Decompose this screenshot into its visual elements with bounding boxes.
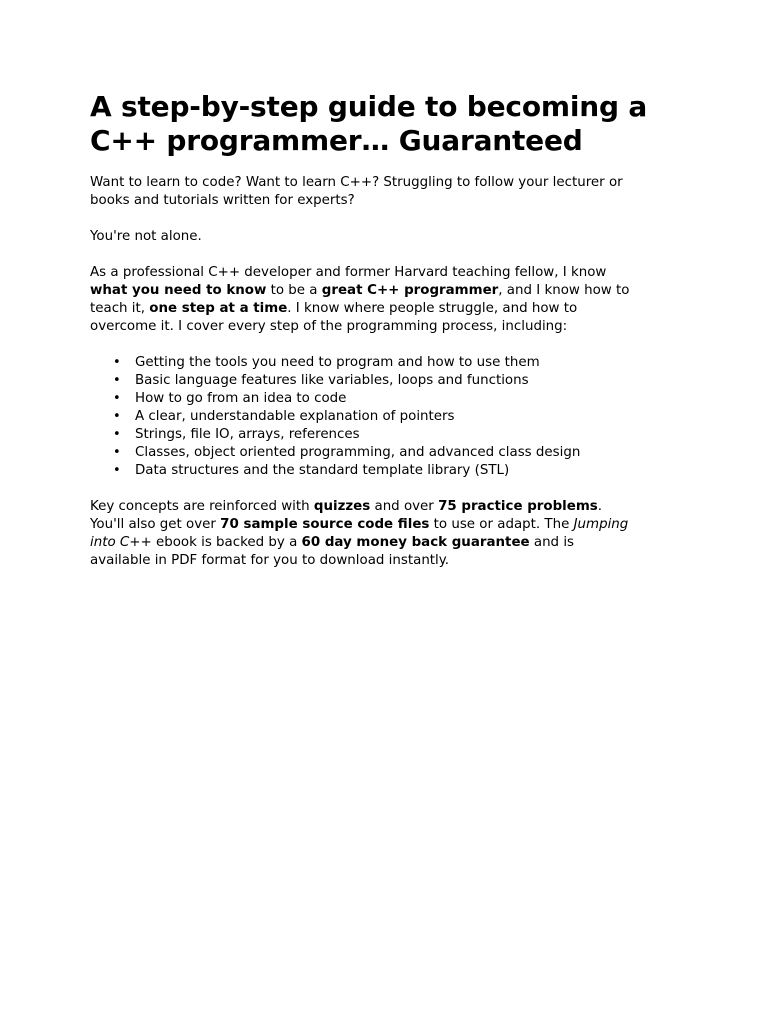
key-concepts-paragraph bbox=[90, 498, 688, 570]
key-bold-guarantee: 60 day money back guarantee bbox=[301, 535, 530, 550]
pro-text-4: teach it, bbox=[90, 301, 150, 316]
key-bold-practice-problems: 75 practice problems bbox=[438, 499, 598, 514]
page-title bbox=[90, 90, 688, 158]
intro-line-2: books and tutorials written for experts? bbox=[90, 193, 355, 208]
key-text-1: Key concepts are reinforced with bbox=[90, 499, 314, 514]
list-item-text: A clear, understandable explanation of pointers bbox=[135, 409, 455, 424]
bullet-icon: • bbox=[113, 463, 121, 478]
pro-bold-great-programmer: great C++ programmer bbox=[321, 283, 499, 298]
key-bold-source-files: 70 sample source code files bbox=[220, 517, 430, 532]
key-italic-book-title-2: into C++ bbox=[90, 535, 152, 550]
not-alone-paragraph bbox=[90, 228, 688, 246]
not-alone-text: You're not alone. bbox=[90, 229, 202, 244]
bullet-icon: • bbox=[113, 391, 121, 406]
list-item bbox=[90, 426, 688, 444]
key-text-7: and is bbox=[529, 535, 575, 550]
key-italic-book-title-1: Jumping bbox=[573, 517, 629, 532]
pro-text-5: . I know where people struggle, and how to bbox=[287, 301, 578, 316]
pro-text-1: As a professional C++ developer and former Harvard teaching fellow, I know bbox=[90, 265, 607, 280]
list-item bbox=[90, 444, 688, 462]
title-line-2: C++ programmer… Guaranteed bbox=[90, 124, 583, 157]
title-line-1: A step-by-step guide to becoming a bbox=[90, 90, 648, 123]
bullet-icon: • bbox=[113, 409, 121, 424]
key-text-2: and over bbox=[370, 499, 439, 514]
list-item bbox=[90, 462, 688, 480]
key-text-6: ebook is backed by a bbox=[151, 535, 302, 550]
list-item bbox=[90, 390, 688, 408]
key-text-4: You'll also get over bbox=[90, 517, 221, 532]
intro-paragraph bbox=[90, 174, 688, 210]
list-item-text: Strings, file IO, arrays, references bbox=[135, 427, 360, 442]
list-item bbox=[90, 372, 688, 390]
key-text-5: to use or adapt. The bbox=[429, 517, 574, 532]
list-item-text: Classes, object oriented programming, and advanced class design bbox=[135, 445, 581, 460]
list-item bbox=[90, 354, 688, 372]
bullet-icon: • bbox=[113, 445, 121, 460]
key-text-3: . bbox=[597, 499, 603, 514]
list-item-text: Getting the tools you need to program and how to use them bbox=[135, 355, 540, 370]
pro-text-3: , and I know how to bbox=[498, 283, 630, 298]
list-item bbox=[90, 408, 688, 426]
list-item-text: Data structures and the standard template library (STL) bbox=[135, 463, 510, 478]
list-item-text: How to go from an idea to code bbox=[135, 391, 347, 406]
bullet-icon: • bbox=[113, 373, 121, 388]
pro-bold-one-step: one step at a time bbox=[149, 301, 288, 316]
features-list bbox=[90, 354, 688, 480]
pro-text-6: overcome it. I cover every step of the programming process, including: bbox=[90, 319, 568, 334]
pro-bold-need-to-know: what you need to know bbox=[90, 283, 267, 298]
bullet-icon: • bbox=[113, 427, 121, 442]
pro-text-2: to be a bbox=[266, 283, 322, 298]
key-text-8: available in PDF format for you to download instantly. bbox=[90, 553, 450, 568]
professional-paragraph bbox=[90, 264, 688, 336]
bullet-icon: • bbox=[113, 355, 121, 370]
intro-line-1: Want to learn to code? Want to learn C++? Struggling to follow your lecturer or bbox=[90, 175, 623, 190]
list-item-text: Basic language features like variables, loops and functions bbox=[135, 373, 529, 388]
key-bold-quizzes: quizzes bbox=[313, 499, 371, 514]
